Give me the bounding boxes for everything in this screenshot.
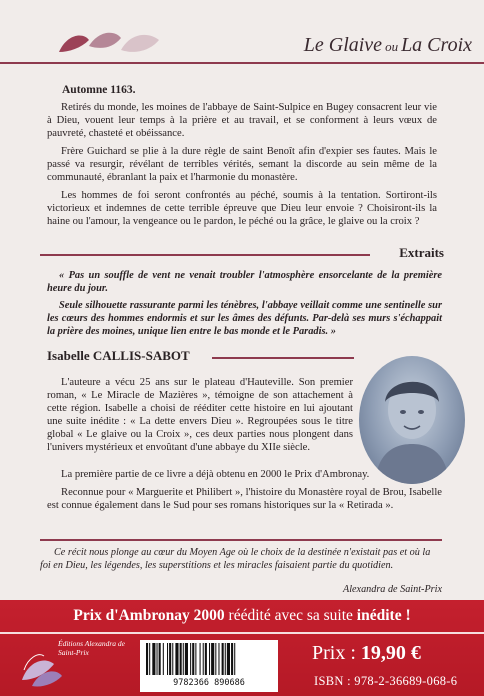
isbn: ISBN : 978-2-36689-068-6 bbox=[314, 674, 458, 688]
extrait-paragraph: « Pas un souffle de vent ne venait troubler l'atmosphère ensorcelante de la première heure du jour. bbox=[47, 270, 442, 294]
author-paragraph: La première partie de ce livre a déjà obtenu en 2000 le Prix d'Ambronay. bbox=[61, 469, 370, 480]
barcode-digits: 9782366 890686 bbox=[173, 678, 245, 688]
author-paragraph: Reconnue pour « Marguerite et Philibert », l'histoire du Monastère royal de Brou, Isabelle est connue également dans le Sud pour ses romans historiques sur la « Retirada ». bbox=[47, 487, 442, 511]
author-photo bbox=[359, 356, 465, 484]
extraits-divider bbox=[40, 254, 370, 256]
header bbox=[0, 0, 484, 72]
title-part-1: Le Glaive bbox=[303, 34, 383, 56]
author-bio bbox=[47, 376, 353, 459]
title-part-2: La Croix bbox=[401, 34, 472, 56]
barcode-bars-icon bbox=[140, 640, 278, 680]
quote-signature: Alexandra de Saint-Prix bbox=[342, 584, 442, 595]
banner-middle: réédité avec sa suite bbox=[224, 607, 357, 624]
publisher-name: Éditions Alexandra de Saint-Prix bbox=[58, 639, 125, 657]
banner-prize: Prix d'Ambronay 2000 bbox=[73, 607, 225, 624]
quote-divider bbox=[40, 539, 442, 541]
banner-inedite: inédite ! bbox=[356, 607, 411, 624]
author-divider bbox=[212, 357, 354, 359]
quote-text: Ce récit nous plonge au cœur du Moyen Age où le choix de la destinée n'existait pas et où la foi en Dieu, les légendes, les superstitions et les miracles faisaient partie du quotidien. bbox=[40, 547, 431, 571]
extraits-text bbox=[47, 269, 442, 342]
extrait-paragraph: Seule silhouette rassurante parmi les ténèbres, l'abbaye veillait comme une sentinelle sur les cœurs des hommes endormis et sur les âmes des défunts. Par-delà ses murs s'échappait la prière des moines, unique lien entre le bas monde et le Paradis. » bbox=[47, 300, 442, 337]
synopsis-paragraph: Frère Guichard se plie à la dure règle de saint Benoît afin d'expier ses fautes. Mais le passé va resurgir, révélant de terribles vérités, semant la discorde au sein même de la communauté, ébranlant la paix et l'harmonie du monastère. bbox=[47, 146, 437, 183]
season-heading: Automne 1163. bbox=[62, 84, 136, 96]
band-divider bbox=[0, 632, 484, 634]
author-paragraph: L'auteure a vécu 25 ans sur le plateau d'Hauteville. Son premier roman, « Le Miracle de Mazières », témoigne de son attachement à cette région. Isabelle a choisi de rééditer cette histoire en lui ajoutant une suite inédite : « La dette envers Dieu ». Regroupées sous le titre global « Le glaive ou la Croix », ces deux parties nous plongent dans l'univers mystérieux et envoûtant d'une abbaye du XIIe siècle. bbox=[47, 377, 353, 453]
prize-banner bbox=[0, 607, 484, 625]
synopsis-paragraph: Les hommes de foi seront confrontés au péché, soumis à la tentation. Sortiront-ils victorieux et indemnes de cette terrible épreuve que Dieu leur envoie ? Choisiront-ils la haine ou l'amour, la vengeance ou le pardon, le péché ou la grâce, le glaive ou la croix ? bbox=[47, 190, 437, 227]
header-divider bbox=[0, 62, 484, 64]
title-ou: ou bbox=[385, 39, 399, 54]
leaves-decoration-icon bbox=[55, 26, 165, 60]
price-label: Prix : bbox=[312, 642, 361, 664]
author-bio-2 bbox=[47, 468, 442, 517]
synopsis-paragraph: Retirés du monde, les moines de l'abbaye de Saint-Sulpice en Bugey consacrent leur vie à Dieu, vouent leur temps à la prière et au travail, et se conforment à leurs vœux de pauvreté, chasteté et obéissance. bbox=[47, 102, 437, 139]
price bbox=[312, 642, 421, 665]
book-title bbox=[304, 34, 472, 57]
extraits-heading: Extraits bbox=[399, 245, 444, 260]
author-name: Isabelle CALLIS-SABOT bbox=[47, 348, 190, 363]
author-portrait-icon bbox=[359, 356, 465, 484]
critic-quote bbox=[40, 547, 440, 572]
synopsis bbox=[47, 101, 437, 233]
price-value: 19,90 € bbox=[360, 642, 421, 664]
